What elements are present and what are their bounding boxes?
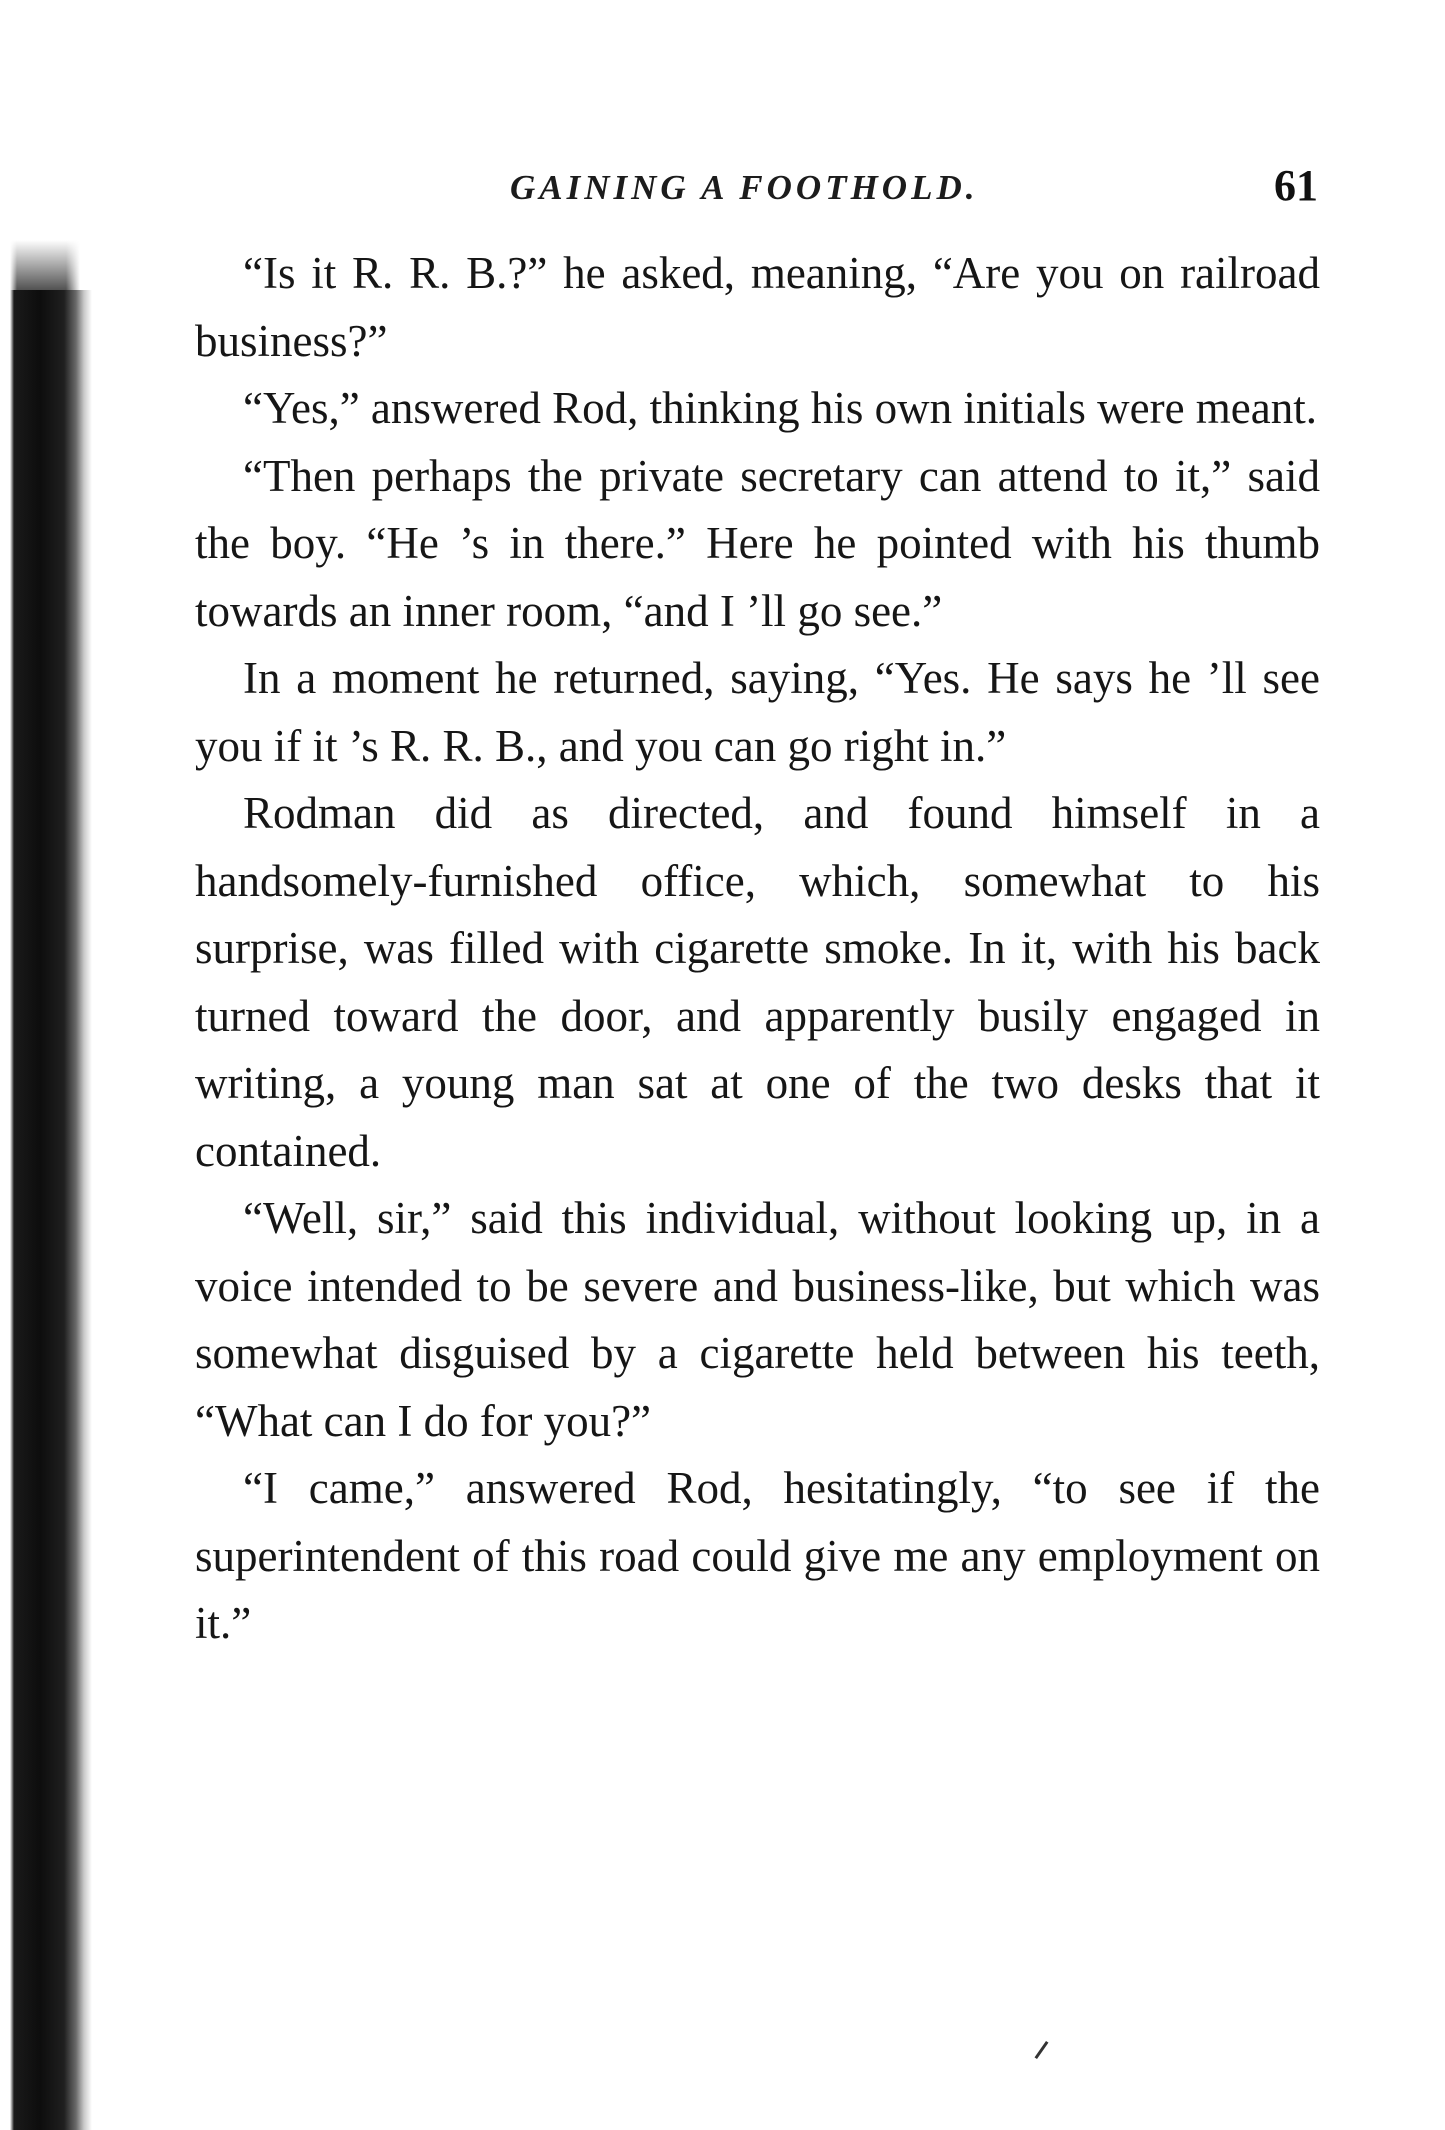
paragraph: “Then perhaps the private secretary can attend to it,” said the boy. “He ’s in there.” Here he pointed with his thumb towards an inner room, “and I ’ll go see.” — [195, 450, 1320, 636]
stray-ink-mark — [1035, 2041, 1049, 2059]
paragraph: Rodman did as directed, and found himself in a handsomely-furnished office, which, somewhat to his surprise, was filled with cigarette smoke. In it, with his back turned toward the door, and apparently busily engaged in writing, a young man sat at one of the two desks that it contained. — [195, 788, 1320, 1176]
paragraph: “I came,” answered Rod, hesitatingly, “to see if the superintendent of this road could give me any employment on it.” — [195, 1463, 1320, 1648]
binding-shadow — [0, 290, 92, 2130]
running-head: GAINING A FOOTHOLD. — [510, 168, 979, 207]
paragraph: In a moment he returned, saying, “Yes. He says he ’ll see you if it ’s R. R. B., and you can go right in.” — [195, 653, 1320, 771]
page-number: 61 — [1274, 161, 1318, 210]
paragraph: “Well, sir,” said this individual, without looking up, in a voice intended to be severe and business-like, but which was somewhat disguised by a cigarette held between his teeth, “What can I do for you?” — [195, 1193, 1320, 1446]
page-header — [195, 160, 1320, 224]
paragraph: “Is it R. R. B.?” he asked, meaning, “Are you on railroad business?” — [195, 248, 1320, 366]
paragraph: “Yes,” answered Rod, thinking his own initials were meant. — [243, 383, 1318, 433]
body-text — [195, 240, 1320, 1658]
